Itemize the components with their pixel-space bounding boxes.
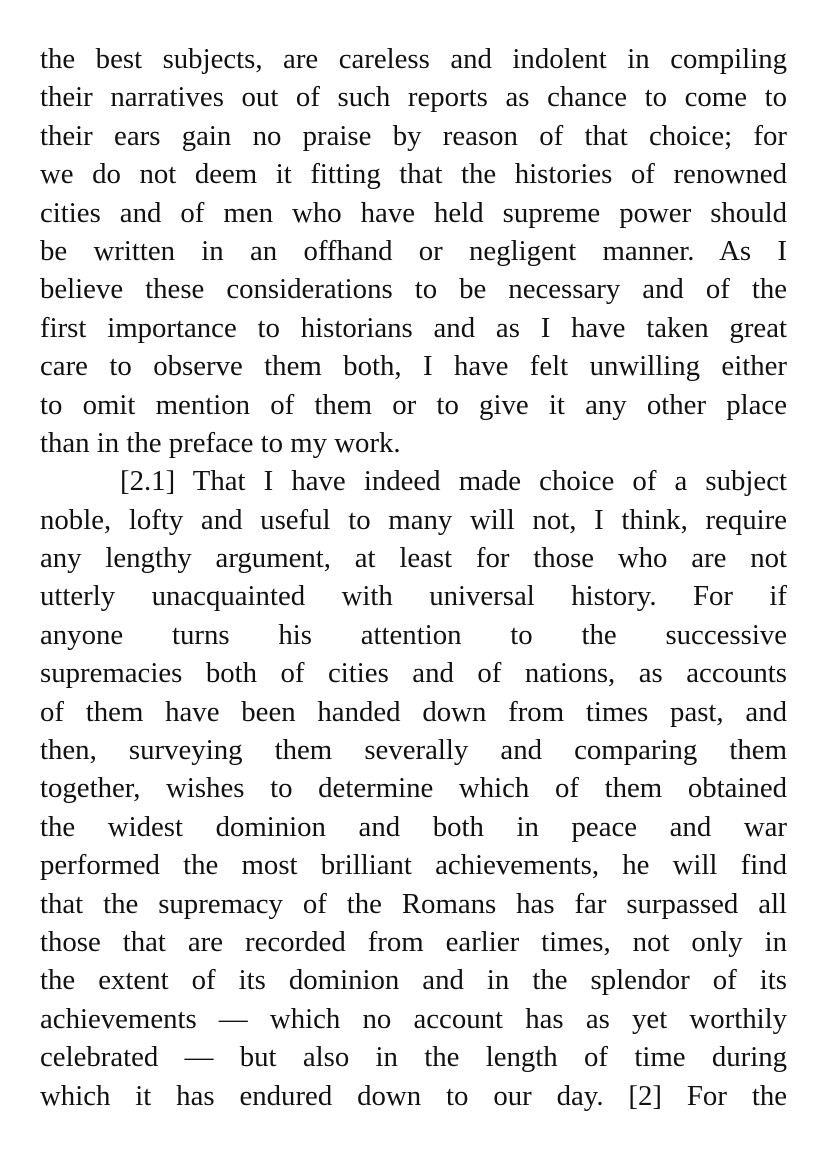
text-line: their narratives out of such reports as chance to come to: [40, 81, 787, 114]
text-line: than in the preface to my work.: [40, 426, 401, 459]
text-line: we do not deem it fitting that the histories of renowned: [40, 158, 787, 191]
text-line: be written in an offhand or negligent manner. As I: [40, 234, 787, 267]
text-line: cities and of men who have held supreme power should: [40, 196, 787, 229]
text-line: anyone turns his attention to the successive: [40, 618, 787, 651]
text-line: that the supremacy of the Romans has far surpassed all: [40, 887, 787, 920]
document-page: [40, 40, 787, 1115]
text-line: performed the most brilliant achievements, he will find: [40, 849, 787, 882]
text-line: care to observe them both, I have felt unwilling either: [40, 350, 787, 383]
text-line: supremacies both of cities and of nations, as accounts: [40, 657, 787, 690]
text-line: of them have been handed down from times past, and: [40, 695, 787, 728]
text-line: to omit mention of them or to give it any other place: [40, 388, 787, 421]
text-line: celebrated — but also in the length of time during: [40, 1041, 787, 1074]
text-line: [2.1] That I have indeed made choice of a subject: [120, 465, 787, 498]
text-line: utterly unacquainted with universal history. For if: [40, 580, 787, 613]
text-line: any lengthy argument, at least for those who are not: [40, 542, 787, 575]
text-line: together, wishes to determine which of them obtained: [40, 772, 787, 805]
paragraph-2: [40, 462, 787, 1115]
text-line: those that are recorded from earlier times, not only in: [40, 925, 787, 958]
text-line: the extent of its dominion and in the splendor of its: [40, 964, 787, 997]
text-line: noble, lofty and useful to many will not, I think, require: [40, 503, 787, 536]
text-line: then, surveying them severally and comparing them: [40, 734, 787, 767]
text-line: which it has endured down to our day. [2] For the: [40, 1079, 787, 1112]
text-line: the widest dominion and both in peace and war: [40, 810, 787, 843]
text-line: their ears gain no praise by reason of that choice; for: [40, 119, 787, 152]
text-line: first importance to historians and as I have taken great: [40, 311, 787, 344]
paragraph-1: [40, 40, 787, 462]
text-line: achievements — which no account has as yet worthily: [40, 1002, 787, 1035]
text-line: believe these considerations to be necessary and of the: [40, 273, 787, 306]
text-line: the best subjects, are careless and indolent in compiling: [40, 43, 787, 75]
